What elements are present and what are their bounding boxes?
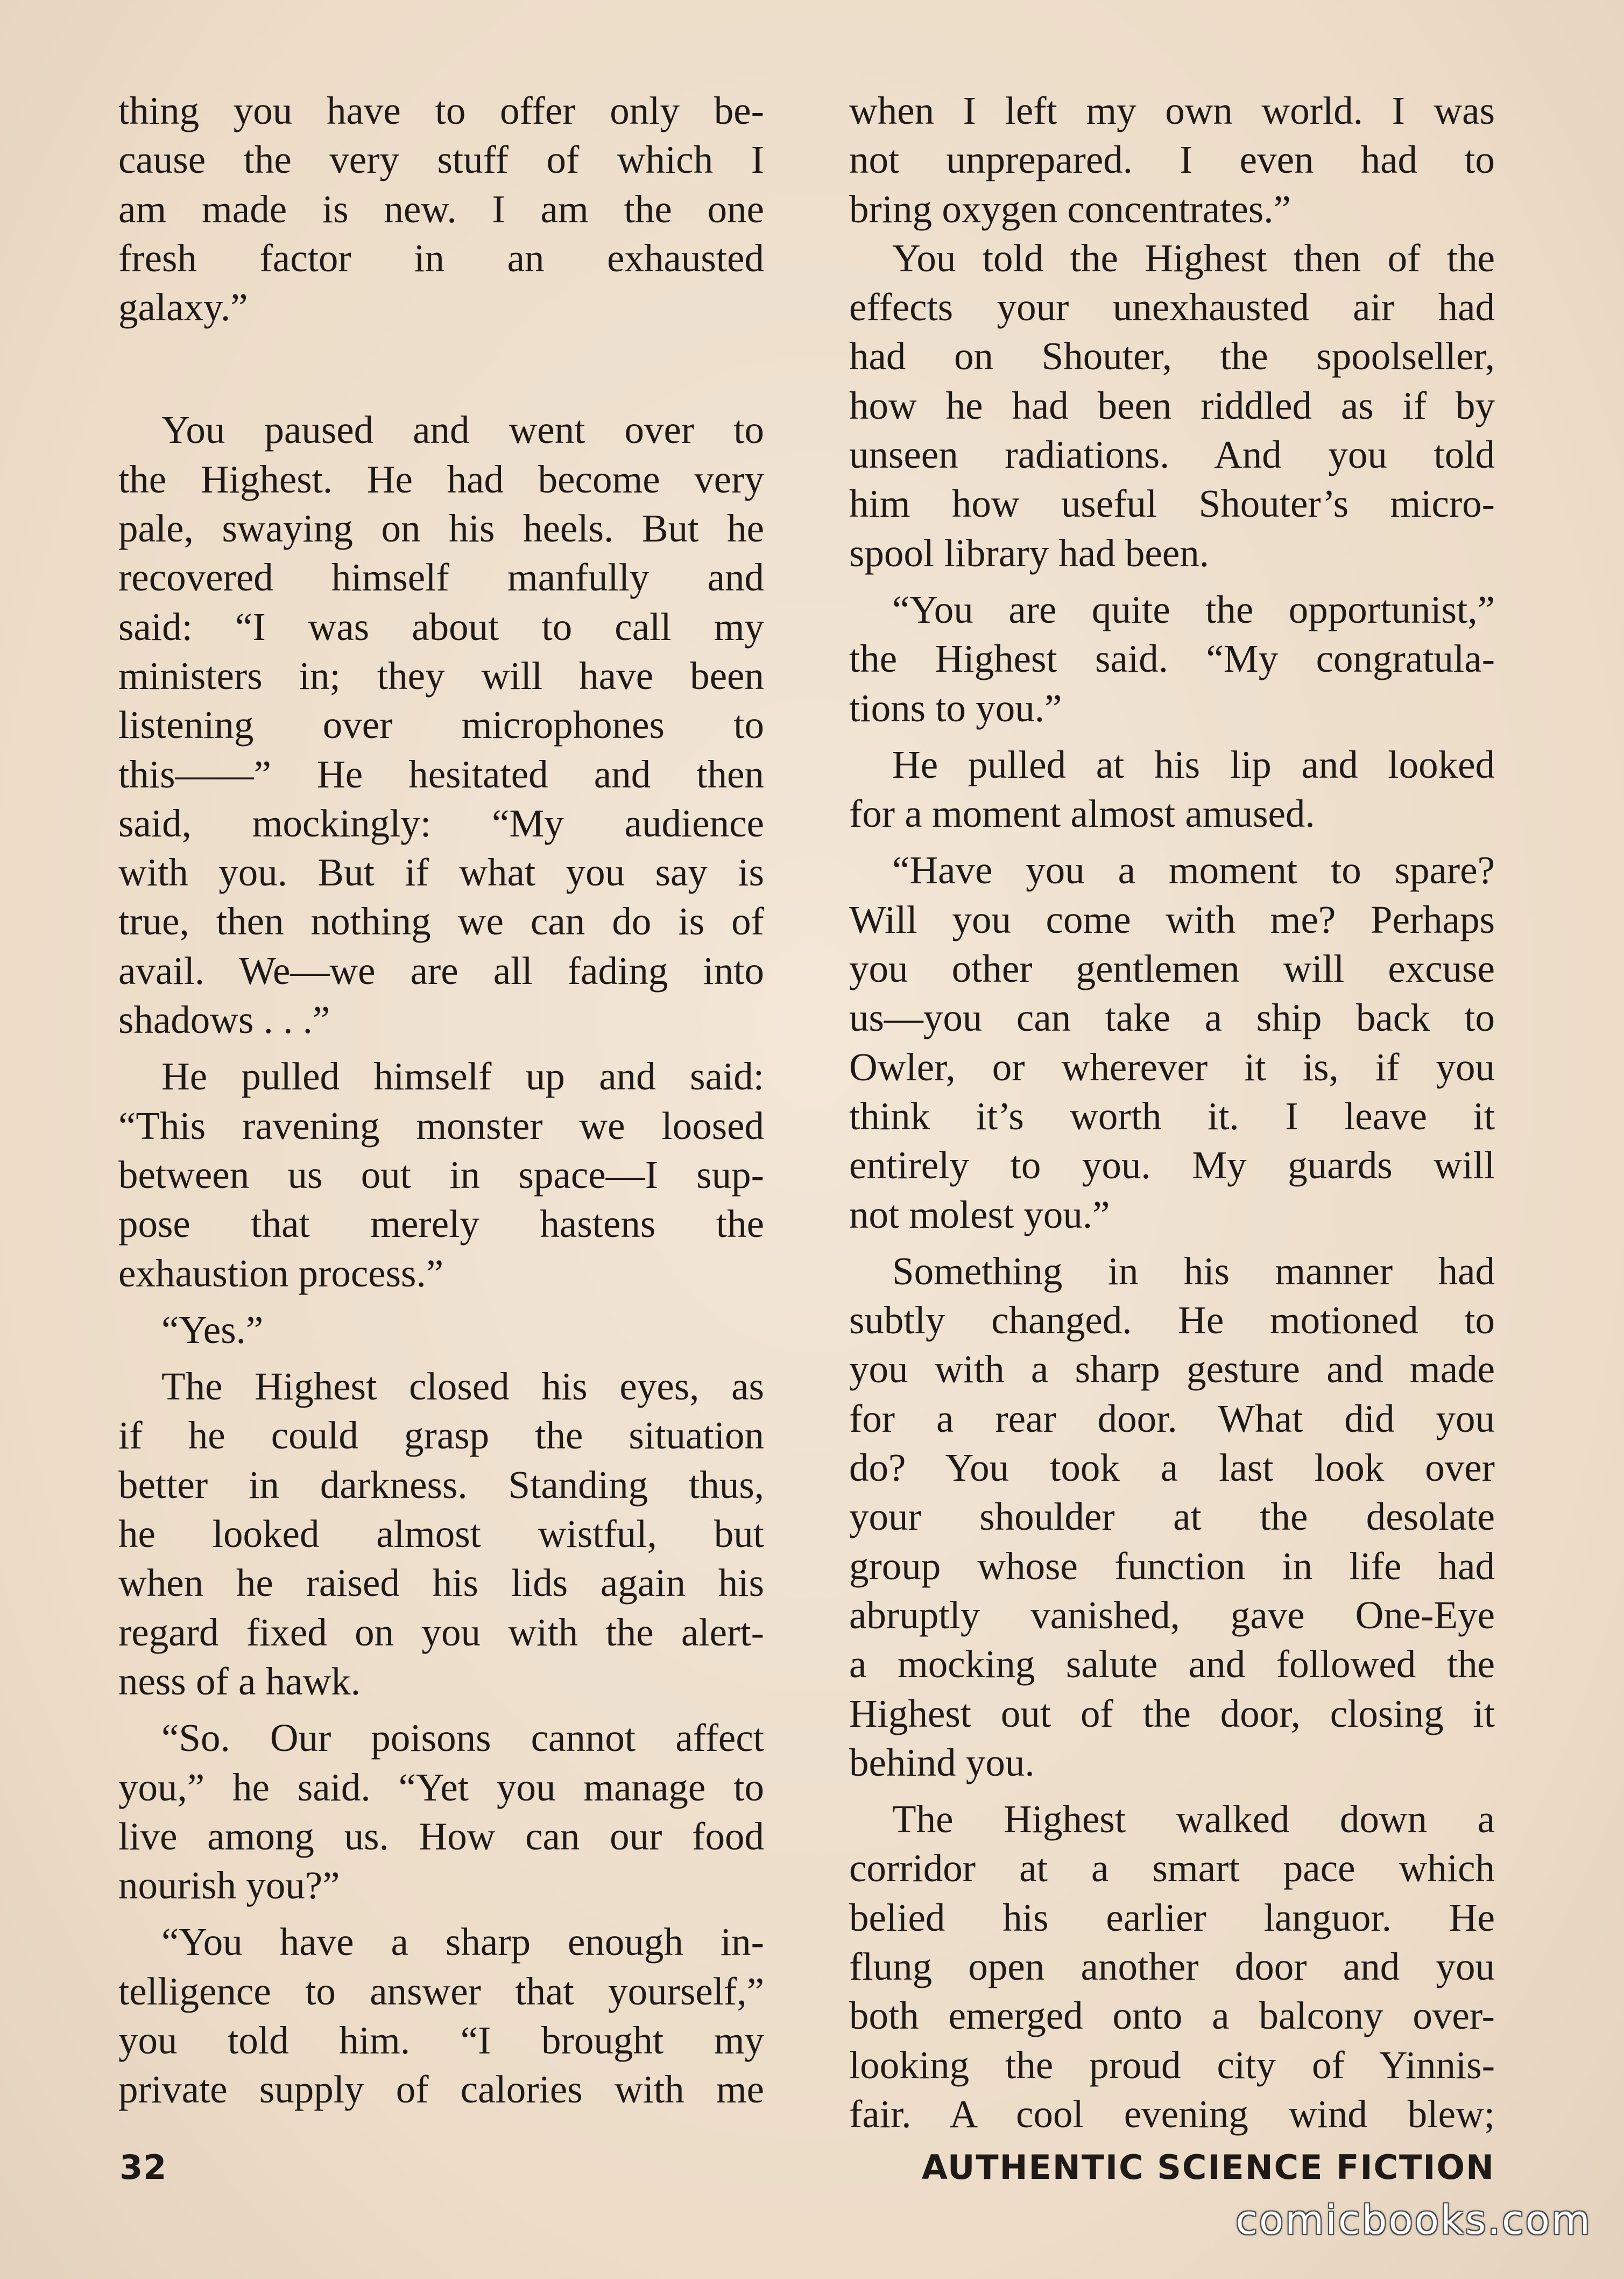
text-line: us—you can take a ship back to <box>849 996 1495 1040</box>
text-line: nourish you?” <box>118 1863 340 1908</box>
text-line: looking the proud city of Yinnis- <box>849 2043 1495 2087</box>
text-line: avail. We—we are all fading into <box>118 948 764 993</box>
text-line: fresh factor in an exhausted <box>118 236 764 280</box>
text-line: your shoulder at the desolate <box>849 1495 1495 1539</box>
text-line: both emerged onto a balcony over- <box>849 1994 1495 2038</box>
paragraph-gap <box>118 1044 764 1052</box>
text-line: live among us. How can our food <box>118 1814 764 1858</box>
page-number: 32 <box>119 2148 167 2187</box>
text-line: pose that merely hastens the <box>118 1202 764 1246</box>
text-line: group whose function in life had <box>849 1544 1495 1588</box>
text-line: listening over microphones to <box>118 703 764 747</box>
text-line: not molest you.” <box>849 1192 1110 1236</box>
text-line: him how useful Shouter’s micro- <box>849 482 1495 526</box>
text-line: abruptly vanished, gave One-Eye <box>849 1593 1495 1637</box>
text-line: true, then nothing we can do is of <box>118 899 764 944</box>
text-line: think it’s worth it. I leave it <box>849 1094 1495 1138</box>
text-line: ministers in; they will have been <box>118 653 764 698</box>
text-line: thing you have to offer only be- <box>118 89 764 132</box>
text-line: ness of a hawk. <box>118 1659 361 1703</box>
text-line: exhaustion process.” <box>118 1251 444 1295</box>
text-line: when he raised his lids again his <box>118 1561 764 1605</box>
section-break <box>118 332 764 405</box>
text-line: entirely to you. My guards will <box>849 1143 1495 1187</box>
running-footer-title: AUTHENTIC SCIENCE FICTION <box>921 2148 1495 2187</box>
text-line: if he could grasp the situation <box>118 1413 764 1458</box>
text-line: behind you. <box>849 1740 1035 1784</box>
text-line: flung open another door and you <box>849 1944 1495 1988</box>
text-line: You told the Highest then of the <box>892 236 1495 280</box>
text-line: galaxy.” <box>118 285 248 329</box>
text-line: The Highest walked down a <box>892 1797 1495 1841</box>
text-line: “Have you a moment to spare? <box>892 848 1495 892</box>
text-line: you other gentlemen will excuse <box>849 947 1495 991</box>
text-line: spool library had been. <box>849 531 1209 575</box>
text-line: how he had been riddled as if by <box>849 383 1495 427</box>
text-line: recovered himself manfully and <box>118 555 764 600</box>
text-line: for a moment almost amused. <box>849 792 1315 836</box>
text-line: “This ravening monster we loosed <box>118 1103 764 1148</box>
text-line: The Highest closed his eyes, as <box>161 1364 764 1409</box>
text-line: Something in his manner had <box>892 1249 1495 1293</box>
text-line: the Highest. He had become very <box>118 457 764 501</box>
text-line: you told him. “I brought my <box>118 2018 764 2062</box>
text-line: subtly changed. He motioned to <box>849 1298 1495 1342</box>
text-line: Will you come with me? Perhaps <box>849 897 1495 941</box>
text-line: better in darkness. Standing thus, <box>118 1462 764 1507</box>
watermark: comicbooks.com <box>1235 2197 1592 2243</box>
text-line: belied his earlier languor. He <box>849 1895 1495 1939</box>
text-line: fair. A cool evening wind blew; <box>849 2092 1495 2136</box>
text-line: said, mockingly: “My audience <box>118 801 764 845</box>
text-line: pale, swaying on his heels. But he <box>118 507 764 551</box>
paragraph-gap <box>849 578 1495 585</box>
text-line: he looked almost wistful, but <box>118 1512 764 1556</box>
text-line: for a rear door. What did you <box>849 1396 1495 1440</box>
paragraph-gap <box>849 1239 1495 1247</box>
text-line: you with a sharp gesture and made <box>849 1347 1495 1391</box>
paragraph-gap <box>849 838 1495 846</box>
text-line: between us out in space—I sup- <box>118 1152 764 1197</box>
paragraph-gap <box>849 733 1495 740</box>
text-line: “You are quite the opportunist,” <box>892 587 1495 631</box>
text-line: shadows . . .” <box>118 998 330 1042</box>
text-line: do? You took a last look over <box>849 1446 1495 1490</box>
text-line: Highest out of the door, closing it <box>849 1691 1495 1735</box>
text-line: “Yes.” <box>161 1307 264 1352</box>
text-line: telligence to answer that yourself,” <box>118 1969 764 2013</box>
text-line: the Highest said. “My congratula- <box>849 637 1495 681</box>
paragraph-gap <box>118 1910 764 1917</box>
text-line: unseen radiations. And you told <box>849 433 1495 477</box>
text-line: cause the very stuff of which I <box>118 138 764 182</box>
text-line: am made is new. I am the one <box>118 187 764 231</box>
left-column <box>118 86 764 2114</box>
paragraph-gap <box>118 1354 764 1362</box>
text-line: bring oxygen concentrates.” <box>849 187 1291 231</box>
text-line: when I left my own world. I was <box>849 89 1495 132</box>
text-line: said: “I was about to call my <box>118 604 764 649</box>
paragraph-gap <box>118 1298 764 1305</box>
text-line: you,” he said. “Yet you manage to <box>118 1765 764 1809</box>
text-line: with you. But if what you say is <box>118 850 764 895</box>
text-line: not unprepared. I even had to <box>849 138 1495 182</box>
text-line: tions to you.” <box>849 686 1062 730</box>
text-line: private supply of calories with me <box>118 2067 764 2112</box>
right-column <box>849 86 1495 2139</box>
paragraph-gap <box>118 1706 764 1713</box>
text-line: effects your unexhausted air had <box>849 285 1495 329</box>
text-line: He pulled at his lip and looked <box>892 742 1495 786</box>
text-line: You paused and went over to <box>161 408 764 452</box>
text-line: “You have a sharp enough in- <box>161 1920 764 1964</box>
text-line: regard fixed on you with the alert- <box>118 1610 764 1654</box>
text-line: He pulled himself up and said: <box>161 1054 764 1099</box>
text-line: a mocking salute and followed the <box>849 1642 1495 1686</box>
text-line: “So. Our poisons cannot affect <box>161 1716 764 1760</box>
text-line: Owler, or wherever it is, if you <box>849 1045 1495 1089</box>
paragraph-gap <box>849 1787 1495 1795</box>
text-line: had on Shouter, the spoolseller, <box>849 334 1495 378</box>
text-line: this——” He hesitated and then <box>118 752 764 796</box>
text-line: corridor at a smart pace which <box>849 1846 1495 1890</box>
